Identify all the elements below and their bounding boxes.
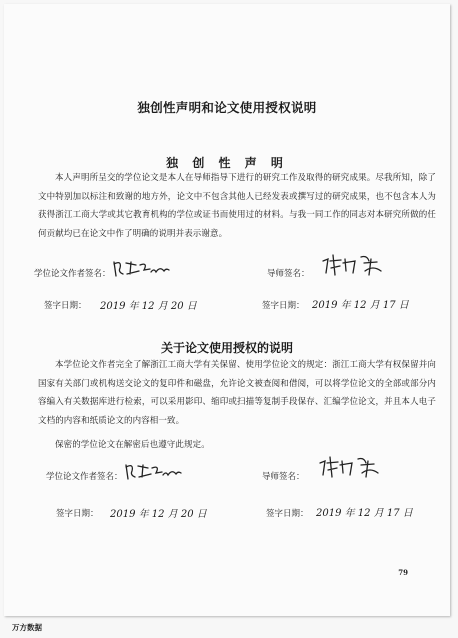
advisor-signature-label-1: 导师签名： (267, 269, 310, 279)
originality-declaration-title: 独 创 性 声 明 (166, 156, 288, 170)
author-signature-label-2: 学位论文作者签名： (46, 472, 123, 482)
confidential-note: 保密的学位论文在解密后也遵守此规定。 (55, 440, 210, 450)
author-date-label-2: 签字日期： (56, 509, 99, 519)
author-signature-label-1: 学位论文作者签名： (34, 269, 111, 279)
usage-authorization-paragraph: 本学位论文作者完全了解浙江工商大学有关保留、使用学位论文的规定：浙江工商大学有权保留并向国家有关部门或机构送交论文的复印件和磁盘，允许论文被查阅和借阅，可以将学位论文的全部或部分内容编入有关数据库进行检索，可以采用影印、缩印或扫描等复制手段保存、汇编学位论文，并且本人电子文档的内容和纸质论文的内容相一致。 (38, 360, 436, 426)
usage-authorization-title: 关于论文使用授权的说明 (160, 341, 293, 355)
advisor-signature-2 (316, 453, 386, 481)
advisor-date-label-2: 签字日期： (266, 509, 309, 519)
author-signature-2 (122, 459, 184, 483)
document-title: 独创性声明和论文使用授权说明 (137, 100, 317, 115)
footer-watermark: 万方数据 (12, 623, 42, 632)
author-date-label-1: 签字日期： (44, 301, 87, 311)
author-date-value-1: 2019 年 12 月 20 日 (100, 301, 197, 312)
document-page (4, 4, 450, 616)
author-date-value-2: 2019 年 12 月 20 日 (110, 509, 207, 520)
author-signature-1 (110, 256, 172, 280)
advisor-date-label-1: 签字日期： (262, 301, 305, 311)
advisor-signature-1 (319, 251, 389, 279)
advisor-signature-label-2: 导师签名： (262, 472, 305, 482)
advisor-date-value-2: 2019 年 12 月 17 日 (316, 508, 413, 519)
advisor-date-value-1: 2019 年 12 月 17 日 (312, 300, 409, 311)
originality-declaration-paragraph: 本人声明所呈交的学位论文是本人在导师指导下进行的研究工作及取得的研究成果。尽我所知，除了文中特别加以标注和致谢的地方外，论文中不包含其他人已经发表或撰写过的研究成果，也不包含本人为获得浙江工商大学或其它教育机构的学位或证书而使用过的材料。与我一同工作的同志对本研究所做的任何贡献均已在论文中作了明确的说明并表示谢意。 (38, 173, 436, 239)
page-number: 79 (398, 568, 408, 577)
